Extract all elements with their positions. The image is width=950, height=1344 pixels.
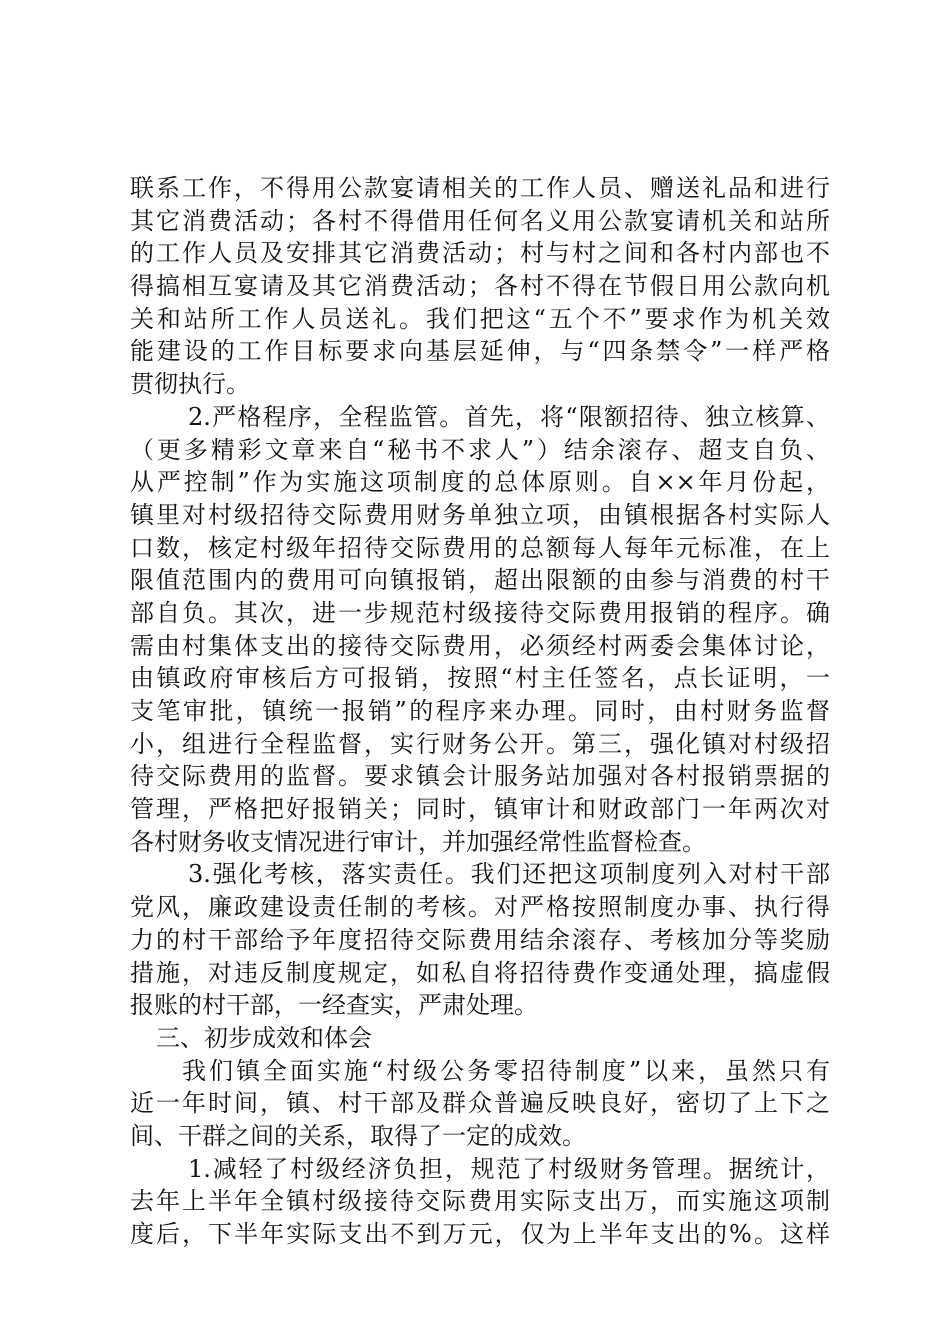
text-line: 需由村集体支出的接待交际费用，必须经村两委会集体讨论， — [130, 631, 830, 660]
text-line: 贯彻执行。 — [130, 370, 250, 399]
text-line: 小，组进行全程监督，实行财务公开。第三，强化镇对村级招 — [130, 729, 830, 758]
text-line: 我们镇全面实施“村级公务零招待制度”以来，虽然只有 — [182, 1056, 830, 1085]
text-line: 部自负。其次，进一步规范村级接待交际费用报销的程序。确 — [130, 598, 830, 627]
item-heading-1: 1.减轻了村级经济负担，规范了村级财务管理。据统计， — [188, 1154, 830, 1183]
text-line: 度后，下半年实际支出不到万元，仅为上半年支出的%。这样 — [130, 1220, 830, 1248]
text-line: 党风，廉政建设责任制的考核。对严格按照制度办事、执行得 — [130, 893, 830, 922]
text-line: 去年上半年全镇村级接待交际费用实际支出万，而实施这项制 — [130, 1187, 830, 1216]
section-heading: 三、初步成效和体会 — [156, 1023, 372, 1052]
text-line: 能建设的工作目标要求向基层延伸，与“四条禁令”一样严格 — [130, 337, 830, 366]
text-line: 管理，严格把好报销关；同时，镇审计和财政部门一年两次对 — [130, 795, 830, 824]
text-line: 近一年时间，镇、村干部及群众普遍反映良好，密切了上下之 — [130, 1089, 830, 1118]
text-line: 镇里对村级招待交际费用财务单独立项，由镇根据各村实际人 — [130, 500, 830, 529]
text-line: 报账的村干部，一经查实，严肃处理。 — [130, 991, 538, 1020]
text-line: 间、干群之间的关系，取得了一定的成效。 — [130, 1121, 586, 1150]
text-line: 限值范围内的费用可向镇报销，超出限额的由参与消费的村干 — [130, 566, 830, 595]
text-line: 各村财务收支情况进行审计，并加强经常性监督检查。 — [130, 827, 706, 856]
text-line: 口数，核定村级年招待交际费用的总额每人每年元标准，在上 — [130, 533, 830, 562]
text-line: （更多精彩文章来自“秘书不求人”）结余滚存、超支自负、 — [130, 435, 830, 464]
text-line: 其它消费活动；各村不得借用任何名义用公款宴请机关和站所 — [130, 206, 830, 235]
text-line: 支笔审批，镇统一报销”的程序来办理。同时，由村财务监督 — [130, 697, 830, 725]
text-line: 的工作人员及安排其它消费活动；村与村之间和各村内部也不 — [130, 239, 830, 268]
text-line: 待交际费用的监督。要求镇会计服务站加强对各村报销票据的 — [130, 762, 830, 791]
text-line: 关和站所工作人员送礼。我们把这“五个不”要求作为机关效 — [130, 304, 830, 333]
text-line: 力的村干部给予年度招待交际费用结余滚存、考核加分等奖励 — [130, 925, 830, 954]
body-text — [130, 172, 830, 1251]
text-line: 得搞相互宴请及其它消费活动；各村不得在节假日用公款向机 — [130, 272, 830, 301]
text-line: 由镇政府审核后方可报销，按照“村主任签名，点长证明，一 — [130, 664, 830, 693]
text-line: 措施，对违反制度规定，如私自将招待费作变通处理，搞虚假 — [130, 958, 830, 987]
item-heading-3: 3.强化考核，落实责任。我们还把这项制度列入对村干部 — [188, 860, 830, 889]
item-heading-2: 2.严格程序，全程监管。首先，将“限额招待、独立核算、 — [188, 402, 830, 431]
text-line: 从严控制”作为实施这项制度的总体原则。自××年月份起， — [130, 468, 830, 497]
text-line: 联系工作，不得用公款宴请相关的工作人员、赠送礼品和进行 — [130, 174, 830, 202]
